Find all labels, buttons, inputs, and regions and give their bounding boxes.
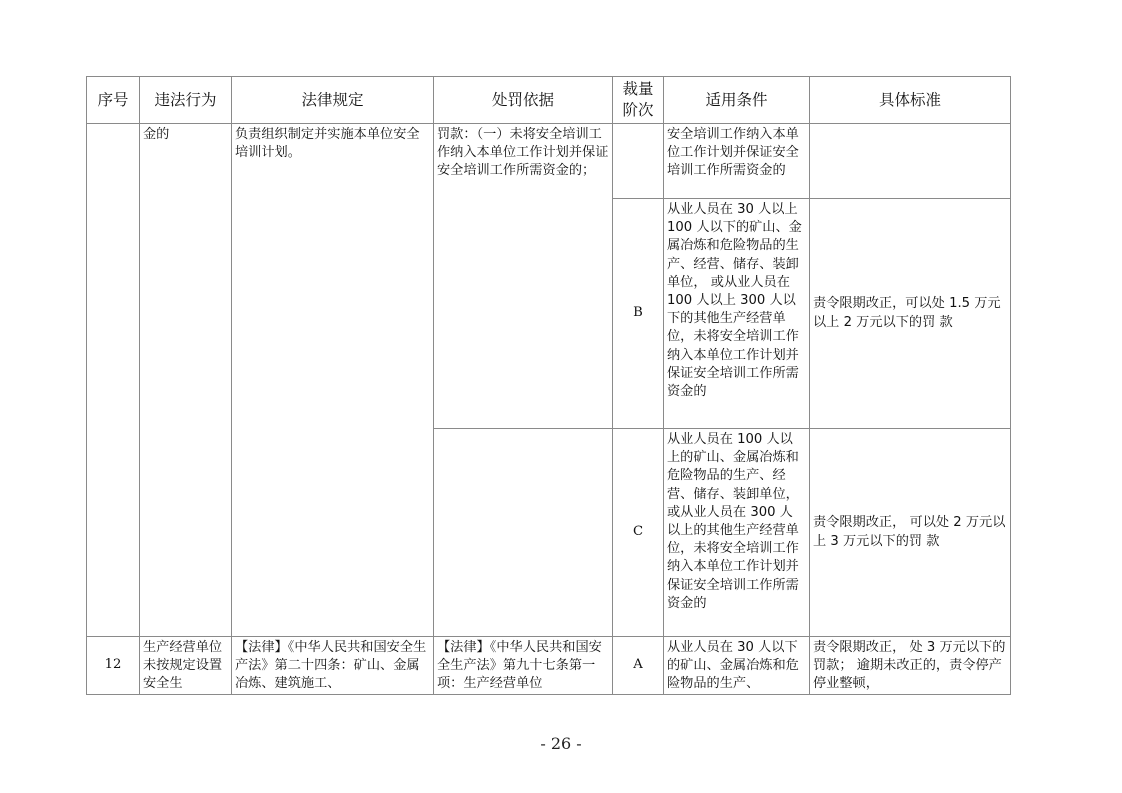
serial-no-cell: 12 [87, 637, 140, 695]
discretion-level-cell: C [613, 429, 664, 637]
condition-cell: 从业人员在 30 人以上 100 人以下的矿山、金属冶炼和危险物品的生产、经营、储存、装卸单位， 或从业人员在 100 人以上 300 人以下的其他生产经营单位，未将安全培训工作纳入本单位工作计划并保证安全培训工作所需资金的 [664, 199, 810, 429]
discretion-level-cell [613, 124, 664, 199]
condition-cell: 从业人员在 100 人以上的矿山、金属冶炼和危险物品的生产、经营、储存、装卸单位，或从业人员在 300 人以上的其他生产经营单位，未将安全培训工作纳入本单位工作计划并保证安全培训工作所需资金的 [664, 429, 810, 637]
standard-cell: 责令限期改正， 处 3 万元以下的罚款； 逾期未改正的，责令停产停业整顿， [810, 637, 1011, 695]
standard-cell [810, 124, 1011, 199]
penalty-basis-cell [434, 429, 613, 637]
header-serial-no: 序号 [87, 77, 140, 124]
discretion-level-cell: B [613, 199, 664, 429]
legal-provision-cell: 【法律】《中华人民共和国安全生产法》第二十四条：矿山、金属冶炼、建筑施工、 [232, 637, 434, 695]
penalty-basis-cell: 【法律】《中华人民共和国安全生产法》第九十七条第一项：生产经营单位 [434, 637, 613, 695]
table-header-row [87, 77, 1011, 124]
header-violation: 违法行为 [140, 77, 232, 124]
header-specific-standard: 具体标准 [810, 77, 1011, 124]
violation-cell: 生产经营单位未按规定设置安全生 [140, 637, 232, 695]
standard-cell: 责令限期改正， 可以处 2 万元以上 3 万元以下的罚 款 [810, 429, 1011, 637]
table-row [87, 124, 1011, 199]
header-discretion-level: 裁量 阶次 [613, 77, 664, 124]
penalty-discretion-table [86, 76, 1011, 695]
table-row [87, 637, 1011, 695]
legal-provision-cell: 负责组织制定并实施本单位安全培训计划。 [232, 124, 434, 637]
standard-cell: 责令限期改正，可以处 1.5 万元以上 2 万元以下的罚 款 [810, 199, 1011, 429]
serial-no-cell [87, 124, 140, 637]
header-legal-provision: 法律规定 [232, 77, 434, 124]
violation-cell: 金的 [140, 124, 232, 637]
discretion-level-cell: A [613, 637, 664, 695]
page-number: - 26 - [540, 734, 582, 753]
header-applicable-conditions: 适用条件 [664, 77, 810, 124]
condition-cell: 安全培训工作纳入本单位工作计划并保证安全培训工作所需资金的 [664, 124, 810, 199]
condition-cell: 从业人员在 30 人以下的矿山、金属冶炼和危险物品的生产、 [664, 637, 810, 695]
header-penalty-basis: 处罚依据 [434, 77, 613, 124]
penalty-basis-cell: 罚款：（一）未将安全培训工作纳入本单位工作计划并保证安全培训工作所需资金的； [434, 124, 613, 429]
